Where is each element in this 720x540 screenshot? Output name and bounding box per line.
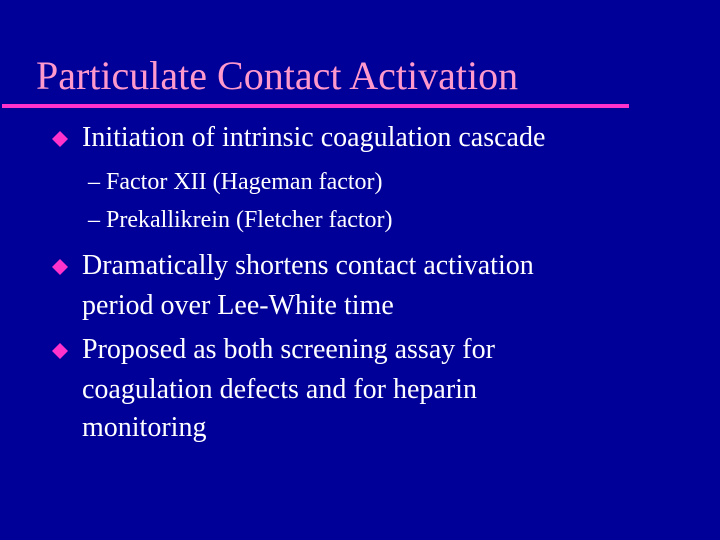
bullet-text-continuation: period over Lee-White time [82,290,394,321]
bullet-text: Initiation of intrinsic coagulation cascade [82,122,546,153]
bullet-text-continuation: coagulation defects and for heparin [82,374,477,405]
diamond-bullet-icon [52,259,68,275]
sub-bullet: – Prekallikrein (Fletcher factor) [88,207,393,233]
bullet-text-continuation: monitoring [82,412,207,443]
slide-title: Particulate Contact Activation [36,53,519,98]
diamond-bullet-icon [52,131,68,147]
diamond-bullet-icon [52,343,68,359]
title-underline [2,104,629,108]
bullet-text: Dramatically shortens contact activation [82,250,534,281]
sub-bullet: – Factor XII (Hageman factor) [88,169,383,195]
bullet-text: Proposed as both screening assay for [82,334,495,365]
